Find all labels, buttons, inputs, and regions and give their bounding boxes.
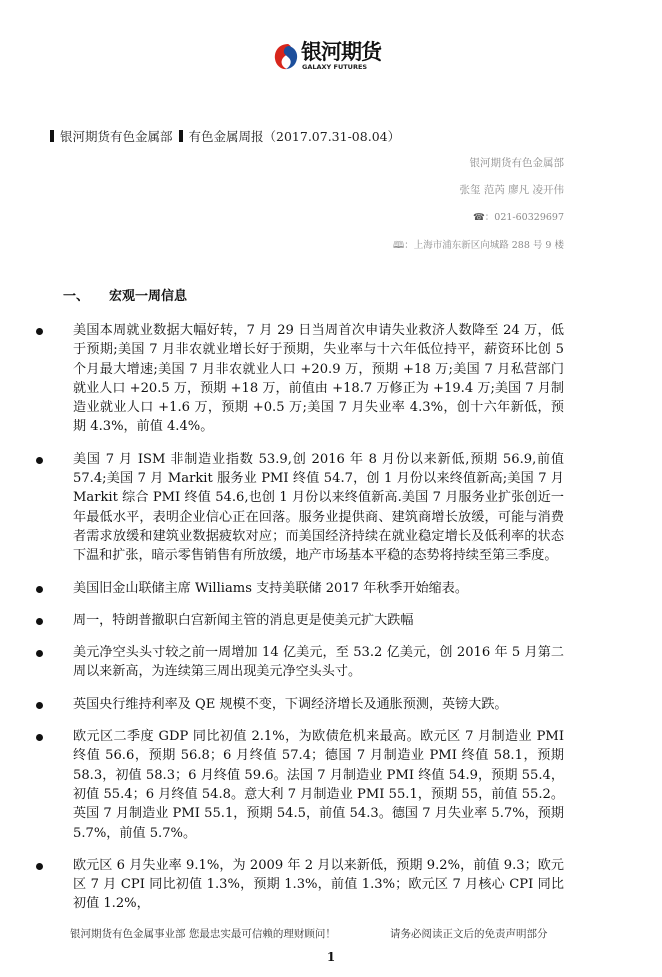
- list-item: [0, 579, 662, 598]
- logo-en-text: GALAXY FUTURES: [302, 63, 368, 71]
- bullet-paragraph: 英国央行维持利率及 QE 规模不变，下调经济增长及通胀预测，英镑大跌。: [73, 696, 508, 712]
- bullet-icon: [36, 734, 43, 741]
- phone-number: 021-60329697: [494, 212, 564, 223]
- contact-dept: 银河期货有色金属部: [469, 157, 564, 169]
- bullet-icon: [36, 702, 43, 709]
- list-item: [0, 321, 662, 437]
- footer-slogan: 银河期货有色金属事业部 您最忠实最可信赖的理财顾问！: [70, 927, 336, 940]
- address-text: 上海市浦东新区向城路 288 号 9 楼: [413, 240, 564, 251]
- bullet-icon: [36, 586, 43, 593]
- bullet-icon: [36, 650, 43, 657]
- bullet-paragraph: 美国旧金山联储主席 Williams 支持美联储 2017 年秋季开始缩表。: [73, 580, 468, 596]
- bullet-paragraph: 美元净空头头寸较之前一周增加 14 亿美元，至 53.2 亿美元，创 2016 年 5 月第二周以来新高，为连续第三周出现美元净空头头寸。: [73, 645, 564, 680]
- header-dept: 银河期货有色金属部: [60, 129, 173, 144]
- section-number: 一、: [63, 289, 90, 304]
- list-item: [0, 450, 662, 566]
- phone-icon: ☎: [472, 212, 485, 223]
- header-report-title: 有色金属周报（2017.07.31-08.04）: [188, 129, 401, 144]
- list-item: [0, 727, 662, 843]
- contact-authors: 张玺 范芮 廖凡 凌开伟: [459, 184, 564, 196]
- bullet-icon: [36, 618, 43, 625]
- bullet-paragraph: 欧元区 6 月失业率 9.1%，为 2009 年 2 月以来新低，预期 9.2%，前值 9.3；欧元区 7 月 CPI 同比初值 1.3%，预期 1.3%，前值 1.3%；欧元区 7 月核心 CPI 同比初值 1.2%，: [73, 857, 564, 912]
- bullet-paragraph: 欧元区二季度 GDP 同比初值 2.1%，为欧债危机来最高。欧元区 7 月制造业 PMI 终值 56.6，预期 56.8；6 月终值 57.4；德国 7 月制造业 PMI 终值 58.1，预期 58.3，初值 58.3；6 月终值 59.6。法国 7 月制造业 PMI 终值 54.9，预期 55.4，初值 55.4；6 月终值 54.8。意大利 7 月制造业 PMI 55.1，预期 55，前值 55.2。英国 7 月制造业 PMI 55.1，预期 54.5，前值 54.3。德国 7 月失业率 5.7%，预期 5.7%，前值 5.7%。: [73, 729, 564, 841]
- bullet-icon: [36, 457, 43, 464]
- list-item: [0, 611, 662, 630]
- page-number: 1: [326, 949, 336, 964]
- bullet-paragraph: 美国本周就业数据大幅好转，7 月 29 日当周首次申请失业救济人数降至 24 万，低于预期;美国 7 月非农就业增长好于预期，失业率与十六年低位持平，薪资环比创 5 个月最大增速;美国 7 月非农就业人口 +20.9 万，预期 +18 万;美国 7 月私营部门就业人口 +20.5 万，预期 +18 万，前值由 +18.7 万修正为 +19.4 万;美国 7 月制造业就业人口 +1.6 万，预期 +0.5 万;美国 7 月失业率 4.3%，创十六年新低，预期 4.3%，前值 4.4%。: [73, 323, 564, 435]
- list-item: [0, 695, 662, 714]
- list-item: [0, 856, 662, 914]
- contact-phone: ☎：021-60329697: [472, 212, 564, 223]
- section-title: 宏观一周信息: [109, 289, 188, 304]
- bullet-paragraph: 美国 7 月 ISM 非制造业指数 53.9,创 2016 年 8 月份以来新低,预期 56.9,前值 57.4;美国 7 月 Markit 服务业 PMI 终值 54.7，创 1 月份以来终值新高;美国 7 月 Markit 综合 PMI 终值 54.6,也创 1 月份以来终值新高.美国 7 月服务业扩张创近一年最低水平，表明企业信心正在回落。服务业提供商、建筑商增长放缓，可能与消费者需求放缓和建筑业数据疲软对应；而美国经济持续在就业稳定增长及低利率的状态下温和扩张，暗示零售销售有所放缓，地产市场基本平稳的态势将持续至第三季度。: [73, 451, 564, 564]
- mailbox-icon: 🕮: [393, 240, 405, 251]
- bullet-icon: [36, 863, 43, 870]
- bullet-paragraph: 周一，特朗普撤职白宫新闻主管的消息更是使美元扩大跌幅: [73, 612, 414, 628]
- list-item: [0, 643, 662, 682]
- contact-address: 🕮：上海市浦东新区向城路 288 号 9 楼: [393, 240, 564, 251]
- page-footer: [0, 927, 662, 977]
- footer-disclaimer-note: 请务必阅读正文后的免责声明部分: [390, 927, 548, 940]
- bullet-list: [0, 321, 662, 927]
- logo-cn-text: 银河期货: [301, 40, 381, 64]
- bullet-icon: [36, 328, 43, 335]
